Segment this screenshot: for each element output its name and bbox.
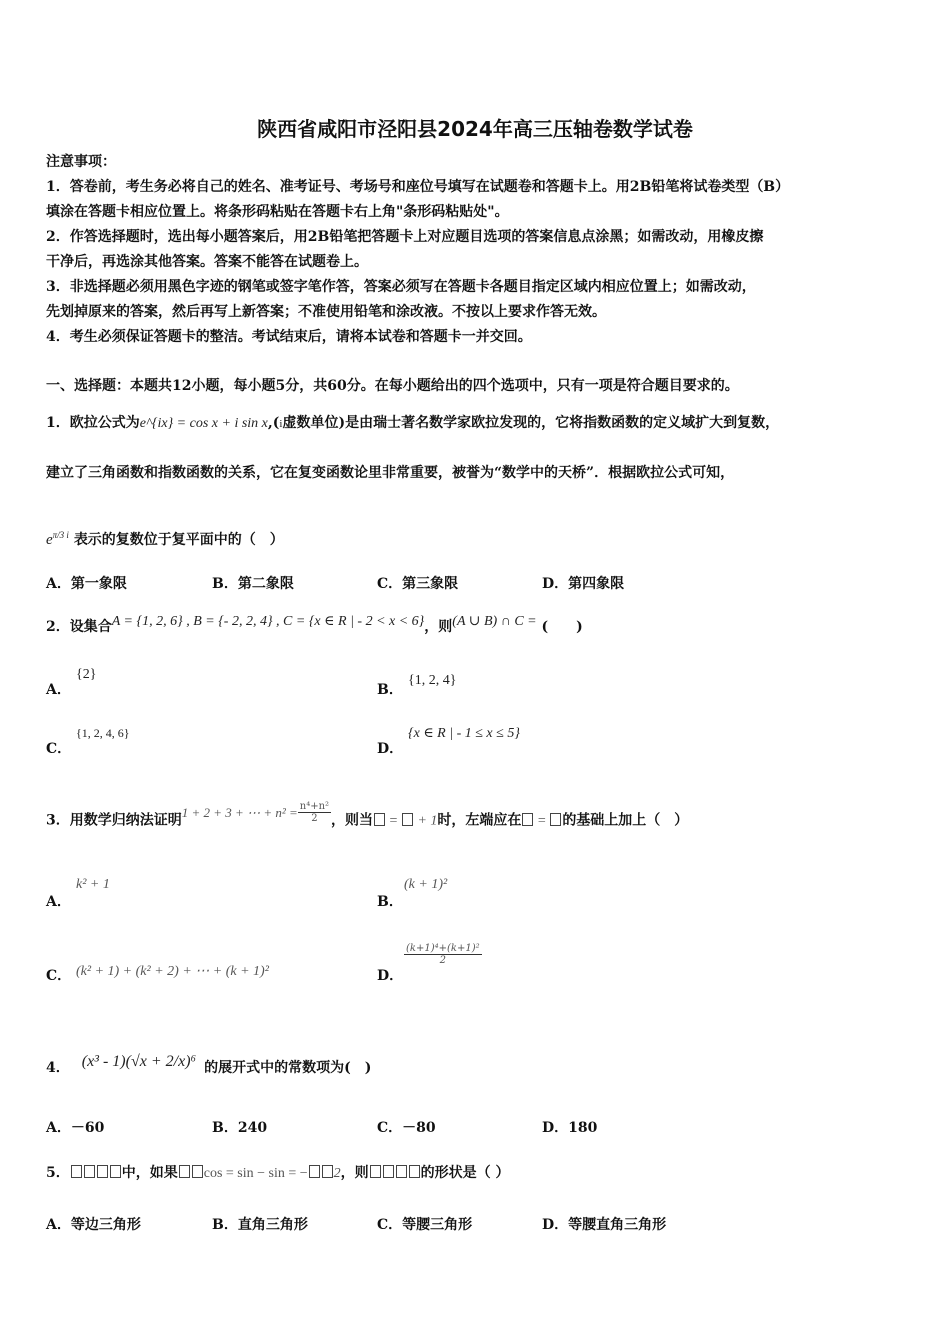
q5-eq: cos = sin − sin = − bbox=[203, 1166, 308, 1181]
q3-formula: 1 + 2 + 3 + ⋯ + n² = bbox=[181, 804, 298, 820]
q2-option-a[interactable]: {2} bbox=[76, 667, 97, 682]
notice-line-3: 2．作答选择题时，选出每小题答案后，用2B铅笔把答题卡上对应题目选项的答案信息点涂黑；如需改动，用橡皮擦 bbox=[46, 229, 764, 245]
q2-label-b[interactable]: B． bbox=[377, 682, 403, 698]
notice-line-1: 1．答卷前，考生务必将自己的姓名、准考证号、考场号和座位号填写在试题卷和答题卡上。用2B铅笔将试卷类型（B） bbox=[46, 179, 790, 195]
q3-option-d[interactable] bbox=[404, 943, 482, 966]
question-4 bbox=[46, 1053, 372, 1077]
notice-line-4: 干净后，再选涂其他答案。答案不能答在试题卷上。 bbox=[46, 254, 368, 270]
q5-option-d[interactable]: D．等腰直角三角形 bbox=[542, 1217, 667, 1233]
q3-d-den: 2 bbox=[439, 955, 446, 966]
q4-option-a[interactable]: A．－60 bbox=[46, 1120, 105, 1136]
q4-suffix: 的展开式中的常数项为( ) bbox=[204, 1060, 372, 1076]
question-2 bbox=[46, 614, 583, 637]
q5-option-a[interactable]: A．等边三角形 bbox=[46, 1217, 141, 1233]
q1-option-a[interactable]: A．第一象限 bbox=[46, 576, 127, 592]
question-5: 5． 中，如果 cos = sin − sin = − 2，则 的形状是（ ） bbox=[46, 1165, 510, 1181]
notice-line-7: 4．考生必须保证答题卡的整洁。考试结束后，请将本试卷和答题卡一并交回。 bbox=[46, 329, 532, 345]
q3-option-a[interactable]: k² + 1 bbox=[76, 877, 110, 892]
q2-label-c[interactable]: C． bbox=[46, 741, 72, 757]
q5-mid2: ，则 bbox=[340, 1165, 369, 1181]
q1-line-2: 建立了三角函数和指数函数的关系，它在复变函数论里非常重要，被誉为“数学中的天桥”．根据欧拉公式可知， bbox=[46, 465, 735, 481]
q5-suffix: 的形状是（ ） bbox=[420, 1165, 510, 1181]
q3-label-a[interactable]: A． bbox=[46, 894, 71, 910]
q2-label-d[interactable]: D． bbox=[377, 741, 404, 757]
q3-label-d[interactable]: D． bbox=[377, 968, 404, 984]
q5-prefix: 5． bbox=[46, 1165, 70, 1181]
notice-line-5: 3．非选择题必须用黑色字迹的钢笔或签字笔作答，答案必须写在答题卡各题目指定区域内相应位置上；如需改动， bbox=[46, 279, 756, 295]
q3-prefix: 3．用数学归纳法证明 bbox=[46, 812, 182, 829]
q3-frac-den: 2 bbox=[311, 813, 318, 824]
question-1 bbox=[46, 414, 779, 433]
q4-prefix: 4． bbox=[46, 1060, 70, 1076]
q2-option-d[interactable]: {x ∈ R | - 1 ≤ x ≤ 5} bbox=[408, 726, 520, 741]
question-3: 3．用数学归纳法证明1 + 2 + 3 + ⋯ + n² = $\frac{\text{n⁴+n²}}{2}$ ，则当 = + 1时，左端应在 = 的基础上加上（ ） bbox=[46, 801, 689, 829]
q3-d-num: (k+1)⁴+(k+1)² bbox=[406, 943, 480, 954]
q1-i: i bbox=[279, 418, 283, 430]
q2-option-b[interactable]: {1, 2, 4} bbox=[408, 673, 457, 688]
q2-paren: ( ) bbox=[541, 619, 583, 635]
notice-line-6: 先划掉原来的答案，然后再写上新答案；不准使用铅笔和涂改液。不按以上要求作答无效。 bbox=[46, 304, 606, 320]
q2-then: ，则 bbox=[424, 619, 453, 635]
q1-exp-expression: $e^{\pi/3 i}$ bbox=[46, 530, 69, 548]
placeholder-glyph bbox=[522, 813, 533, 826]
q3-frac-num: n⁴+n² bbox=[299, 801, 330, 812]
section-heading: 一、选择题：本题共12小题，每小题5分，共60分。在每小题给出的四个选项中，只有一项是符合题目要求的。 bbox=[46, 378, 739, 394]
q3-option-b[interactable]: (k + 1)² bbox=[404, 877, 448, 892]
q4-option-c[interactable]: C．－80 bbox=[377, 1120, 436, 1136]
q2-prefix: 2．设集合 bbox=[46, 619, 112, 635]
q1-mid: ,( bbox=[267, 415, 280, 431]
q5-option-b[interactable]: B．直角三角形 bbox=[212, 1217, 308, 1233]
q3-option-c[interactable]: (k² + 1) + (k² + 2) + ⋯ + (k + 1)² bbox=[76, 964, 269, 979]
q2-label-a[interactable]: A． bbox=[46, 682, 71, 698]
q1-option-b[interactable]: B．第二象限 bbox=[212, 576, 294, 592]
q1-suffix: 虚数单位)是由瑞士著名数学家欧拉发现的，它将指数函数的定义域扩大到复数， bbox=[282, 415, 780, 431]
notice-line-2: 填涂在答题卡相应位置上。将条形码粘贴在答题卡右上角"条形码粘贴处"。 bbox=[46, 204, 509, 220]
q1-prefix: 1．欧拉公式为 bbox=[46, 415, 140, 431]
q1-line-3 bbox=[46, 526, 284, 549]
page-title: 陕西省咸阳市泾阳县2024年高三压轴卷数学试卷 bbox=[257, 117, 693, 141]
q5-option-c[interactable]: C．等腰三角形 bbox=[377, 1217, 473, 1233]
q3-suffix: 的基础上加上（ ） bbox=[562, 812, 689, 829]
q4-formula: (x³ - 1)(√x + 2/x)⁶ bbox=[81, 1053, 197, 1070]
notice-heading: 注意事项： bbox=[46, 154, 116, 170]
q4-option-b[interactable]: B．240 bbox=[212, 1120, 268, 1136]
q3-d-fraction bbox=[404, 943, 482, 966]
q2-sets: A = {1, 2, 6} , B = {- 2, 2, 4} , C = {x ∈ R | - 2 < x < 6} bbox=[111, 614, 425, 629]
q5-mid1: 中，如果 bbox=[121, 1165, 178, 1181]
q4-option-d[interactable]: D．180 bbox=[542, 1120, 598, 1136]
q1-question: 表示的复数位于复平面中的（ ） bbox=[73, 532, 284, 548]
q3-label-b[interactable]: B． bbox=[377, 894, 403, 910]
q2-expr: (A ∪ B) ∩ C = bbox=[452, 614, 537, 629]
q1-euler-formula: e^{ix} = cos x + i sin x bbox=[139, 416, 268, 431]
q3-mid2: 时，左端应在 bbox=[437, 812, 522, 829]
q3-fraction bbox=[298, 801, 331, 824]
q3-mid1: ，则当 bbox=[331, 812, 374, 829]
q1-option-c[interactable]: C．第三象限 bbox=[377, 576, 459, 592]
placeholder-glyph bbox=[550, 813, 561, 826]
q2-option-c[interactable]: {1, 2, 4, 6} bbox=[76, 726, 130, 740]
placeholder-glyph bbox=[374, 813, 385, 826]
placeholder-glyph bbox=[402, 813, 413, 826]
q1-option-d[interactable]: D．第四象限 bbox=[542, 576, 625, 592]
q3-label-c[interactable]: C． bbox=[46, 968, 72, 984]
